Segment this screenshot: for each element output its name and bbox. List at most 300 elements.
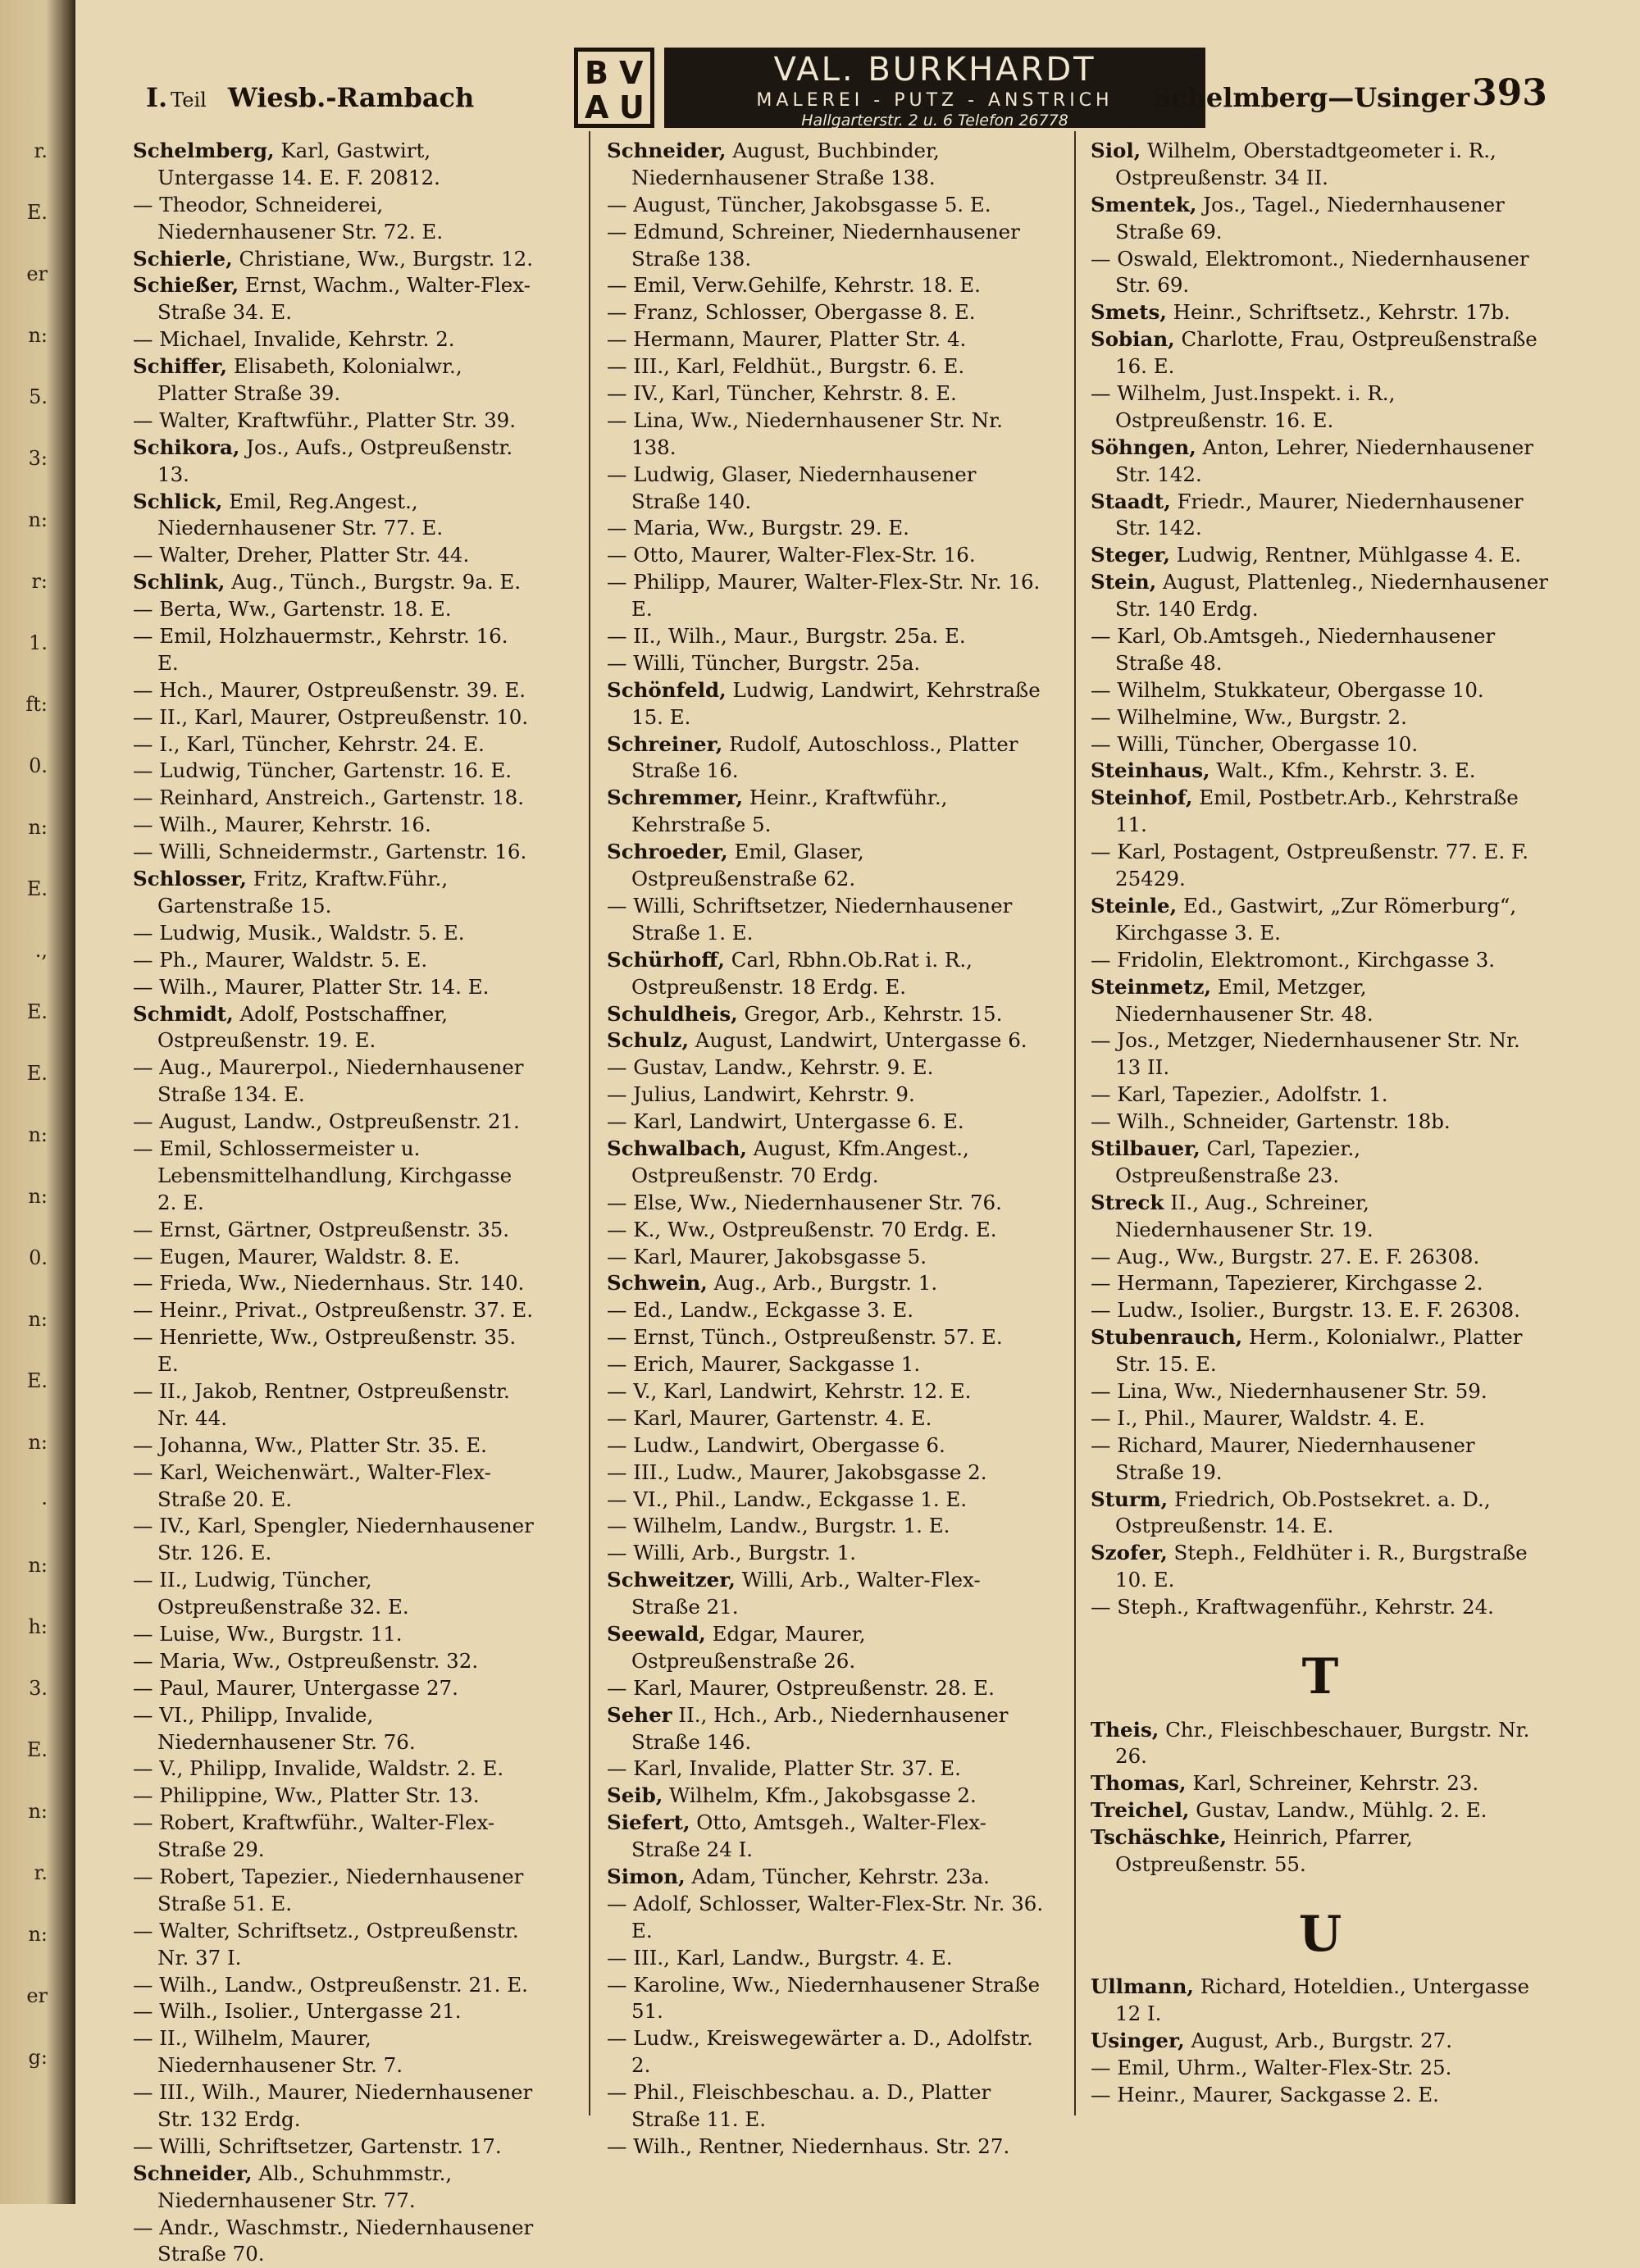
directory-entry [607,1217,1046,1244]
directory-entry [1091,435,1550,489]
entry-details: Elisabeth, Kolonialwr., Platter Straße 39. [157,354,462,406]
page-header [131,48,1547,130]
entry-details: — IV., Karl, Spengler, Niedernhausener Str. 126. E. [133,1514,534,1565]
entry-surname: Steger, [1091,543,1170,567]
entry-surname: Streck [1091,1190,1164,1214]
directory-entry [1091,947,1550,974]
entry-details: — III., Ludw., Maurer, Jakobsgasse 2. [607,1460,987,1484]
section-letter-t: T [1301,1647,1339,1706]
directory-entry [1091,1717,1550,1771]
entry-details: Adolf, Postschaffner, Ostpreußenstr. 19. E. [157,1001,449,1053]
directory-entry [1091,2055,1550,2082]
directory-entry [1091,326,1550,380]
entry-surname: Simon, [607,1865,686,1888]
edge-fragment: n: [28,816,48,839]
directory-entry [133,2215,535,2268]
entry-details: — II., Ludwig, Tüncher, Ostpreußenstraße 32. E. [133,1568,409,1619]
entry-details: — Wilhelm, Just.Inspekt. i. R., Ostpreußenstr. 16. E. [1091,381,1396,432]
entry-surname: Schlink, [133,570,226,594]
entry-details: Herm., Kolonialwr., Platter Str. 15. E. [1115,1325,1523,1377]
entry-surname: Schießer, [133,273,239,298]
column-3 [1091,138,1550,2109]
entry-surname: Schulz, [607,1028,689,1053]
part-number: I. [146,82,168,113]
entry-surname: Schlosser, [133,867,247,891]
directory-entry [1091,569,1550,623]
directory-entry [1091,489,1550,543]
directory-entry [607,650,1046,677]
entry-details: — Otto, Maurer, Walter-Flex-Str. 16. [607,543,976,567]
entry-surname: Schreiner, [607,731,723,756]
entry-details: — Andr., Waschmstr., Niedernhausener Straße 70. [133,2215,534,2266]
entry-details: Anton, Lehrer, Niedernhausener Str. 142. [1115,435,1533,486]
directory-entry [133,1998,535,2025]
directory-entry [133,1621,535,1648]
directory-entry [1091,138,1550,192]
entry-details: — Robert, Kraftwführ., Walter-Flex-Straße 29. [133,1810,495,1862]
directory-entry [1091,380,1550,435]
edge-fragment: r: [31,570,48,593]
entry-details: — Hermann, Tapezierer, Kirchgasse 2. [1091,1271,1483,1296]
section-u-entries [1091,1974,1550,2108]
directory-entry [133,677,535,704]
entry-surname: Usinger, [1091,2029,1185,2053]
entry-details: — Ludwig, Glaser, Niedernhausener Straße 140. [607,462,977,513]
entry-details: — K., Ww., Ostpreußenstr. 70 Erdg. E. [607,1217,997,1241]
header-left [146,82,474,113]
entry-details: — Franz, Schlosser, Obergasse 8. E. [607,300,976,325]
directory-entry [607,677,1046,731]
directory-entry [607,893,1046,947]
directory-entry [607,272,1046,299]
entry-details: Adam, Tüncher, Kehrstr. 23a. [691,1865,990,1888]
entry-details: — Willi, Arb., Burgstr. 1. [607,1541,856,1565]
directory-entry [133,1054,535,1109]
directory-entry [1091,1432,1550,1487]
entry-details: Karl, Gastwirt, Untergasse 14. E. F. 20812. [157,139,440,189]
directory-entry [133,1648,535,1675]
directory-entry [133,2025,535,2079]
directory-entry [1091,1244,1550,1271]
entry-details: — Maria, Ww., Ostpreußenstr. 32. [133,1648,479,1673]
directory-entry [607,1432,1046,1460]
entry-details: — Frieda, Ww., Niedernhaus. Str. 140. [133,1271,525,1296]
directory-entry [1091,542,1550,569]
entry-details: August, Kfm.Angest., Ostpreußenstr. 70 Erdg. [631,1136,969,1187]
directory-entry [607,1891,1046,1945]
entry-details: — Karl, Maurer, Gartenstr. 4. E. [607,1405,932,1430]
directory-entry [607,1082,1046,1109]
entry-details: — Else, Ww., Niedernhausener Str. 76. [607,1190,1002,1214]
entry-details: — Ludw., Isolier., Burgstr. 13. E. F. 26308. [1091,1298,1520,1323]
entry-surname: Schneider, [607,139,727,162]
entry-details: Christiane, Ww., Burgstr. 12. [239,246,534,271]
entry-details: Karl, Schreiner, Kehrstr. 23. [1192,1771,1479,1796]
directory-entry [133,1378,535,1432]
edge-fragment: 1. [29,631,48,654]
directory-entry [133,1460,535,1514]
entry-details: — Reinhard, Anstreich., Gartenstr. 18. [133,786,524,810]
entry-details: — IV., Karl, Tüncher, Kehrstr. 8. E. [607,381,957,406]
directory-entry [607,569,1046,623]
edge-fragment: 3: [28,447,48,470]
directory-entry [607,1027,1046,1054]
directory-entry [607,192,1046,219]
directory-entry [133,704,535,731]
entry-details: — III., Karl, Landw., Burgstr. 4. E. [607,1945,953,1970]
directory-entry [607,1945,1046,1972]
entry-details: August, Buchbinder, Niedernhausener Straße 138. [631,139,940,189]
logo-letter: V [619,55,644,91]
entry-surname: Smentek, [1091,192,1197,216]
directory-entry [133,623,535,677]
entry-details: — Julius, Landwirt, Kehrstr. 9. [607,1082,915,1107]
edge-fragment: E. [26,1000,48,1023]
directory-entry [133,1136,535,1217]
entry-surname: Schiffer, [133,354,228,379]
entry-surname: Steinhof, [1091,786,1193,810]
directory-entry [607,731,1046,786]
directory-entry [133,758,535,785]
entry-details: — Eugen, Maurer, Waldstr. 8. E. [133,1244,460,1268]
directory-entry [607,219,1046,273]
directory-entry [607,515,1046,542]
entry-details: — VI., Phil., Landw., Eckgasse 1. E. [607,1487,968,1511]
directory-entry [133,542,535,569]
entry-details: — Wilh., Maurer, Kehrstr. 16. [133,813,431,837]
directory-entry [607,1190,1046,1217]
entry-details: — Lina, Ww., Niedernhausener Str. 59. [1091,1378,1487,1403]
directory-entry [607,1756,1046,1783]
edge-fragment: ft: [25,693,48,716]
directory-entry [133,2079,535,2134]
entry-details: Ernst, Wachm., Walter-Flex-Straße 34. E. [157,273,531,325]
directory-entry [133,1513,535,1567]
entry-details: Carl, Rbhn.Ob.Rat i. R., Ostpreußenstr. 18 Erdg. E. [631,947,973,999]
edge-fragment: g: [28,2046,48,2069]
entry-details: — Richard, Maurer, Niedernhausener Straße 19. [1091,1432,1475,1484]
place-heading: Wiesb.-Rambach [227,82,475,113]
entry-details: — V., Philipp, Invalide, Waldstr. 2. E. [133,1756,504,1781]
entry-details: — Karl, Invalide, Platter Str. 37. E. [607,1756,961,1781]
entry-surname: Steinle, [1091,893,1178,918]
entry-details: — Hch., Maurer, Ostpreußenstr. 39. E. [133,677,526,702]
entry-surname: Schneider, [133,2161,253,2185]
entry-surname: Stilbauer, [1091,1136,1200,1160]
entry-surname: Schelmberg, [133,139,275,162]
directory-entry [607,1540,1046,1567]
entry-details: — Karl, Ob.Amtsgeh., Niedernhausener Straße 48. [1091,624,1496,675]
entry-details: Ludwig, Rentner, Mühlgasse 4. E. [1176,543,1522,567]
entry-details: — Karl, Tapezier., Adolfstr. 1. [1091,1082,1388,1107]
directory-entry [1091,785,1550,839]
directory-entry [607,408,1046,462]
entry-details: — II., Karl, Maurer, Ostpreußenstr. 10. [133,704,529,729]
edge-fragment: E. [26,877,48,900]
directory-entry [607,2025,1046,2079]
entry-details: — Emil, Uhrm., Walter-Flex-Str. 25. [1091,2056,1452,2080]
directory-entry [133,569,535,596]
directory-entry [133,1918,535,1972]
entry-details: — Wilhelm, Stukkateur, Obergasse 10. [1091,677,1484,702]
directory-entry [607,1675,1046,1702]
entry-surname: Seewald, [607,1621,706,1646]
entry-surname: Thomas, [1091,1771,1187,1796]
directory-entry [133,246,535,273]
edge-fragment: ., [34,939,48,962]
edge-fragment: E. [26,201,48,224]
entry-surname: Treichel, [1091,1798,1190,1823]
entry-details: — Willi, Tüncher, Obergasse 10. [1091,731,1419,756]
directory-entry [607,1270,1046,1297]
directory-entry [133,1810,535,1864]
entry-details: — Erich, Maurer, Sackgasse 1. [607,1352,921,1377]
directory-entry [1091,299,1550,326]
directory-entry [133,138,535,192]
directory-entry [133,1270,535,1297]
entry-details: Alb., Schuhmmstr., Niedernhausener Str. 77. [157,2161,453,2212]
edge-fragment: n: [28,1185,48,1208]
directory-entry [607,1567,1046,1621]
entry-details: — Philipp, Maurer, Walter-Flex-Str. Nr. 16. E. [607,570,1041,622]
entry-details: — Karl, Maurer, Jakobsgasse 5. [607,1244,927,1268]
entry-details: — Willi, Schriftsetzer, Niedernhausener Straße 1. E. [607,893,1013,945]
entry-details: Rudolf, Autoschloss., Platter Straße 16. [631,731,1018,783]
directory-entry [607,1513,1046,1540]
entry-surname: Siefert, [607,1810,690,1835]
directory-entry [133,1217,535,1244]
directory-entry [607,1405,1046,1432]
edge-fragment: er [26,262,48,285]
entry-details: — Ludwig, Tüncher, Gartenstr. 16. E. [133,758,512,783]
entry-details: — Ludw., Landwirt, Obergasse 6. [607,1432,945,1457]
directory-entry [133,596,535,623]
entry-details: — Wilh., Landw., Ostpreußenstr. 21. E. [133,1972,528,1997]
entry-details: — III., Karl, Feldhüt., Burgstr. 6. E. [607,354,965,379]
entry-details: — Lina, Ww., Niedernhausener Str. Nr. 138. [607,408,1003,459]
directory-entry [1091,1594,1550,1621]
entry-details: Emil, Glaser, Ostpreußenstraße 62. [631,840,864,891]
directory-entry [133,1324,535,1378]
edge-fragment: 3. [29,1677,48,1700]
entry-details: — Karoline, Ww., Niedernhausener Straße 51. [607,1972,1041,2024]
directory-entry [1091,758,1550,785]
entry-details: — I., Karl, Tüncher, Kehrstr. 24. E. [133,731,485,756]
entry-details: — Ernst, Gärtner, Ostpreußenstr. 35. [133,1217,510,1241]
entry-details: Willi, Arb., Walter-Flex-Straße 21. [631,1568,981,1619]
edge-fragment: n: [28,1923,48,1946]
entry-details: Emil, Postbetr.Arb., Kehrstraße 11. [1115,786,1519,837]
directory-entry [1091,192,1550,246]
directory-entry [607,353,1046,380]
entry-details: Friedrich, Ob.Postsekret. a. D., Ostpreußenstr. 14. E. [1115,1487,1491,1538]
entry-details: — Karl, Maurer, Ostpreußenstr. 28. E. [607,1675,995,1700]
entry-details: Charlotte, Frau, Ostpreußenstraße 16. E. [1115,327,1538,379]
directory-entry [133,839,535,866]
directory-entry [133,1109,535,1136]
directory-entry [133,1702,535,1756]
entry-details: — Maria, Ww., Burgstr. 29. E. [607,516,909,540]
entry-surname: Siol, [1091,139,1141,162]
directory-entry [607,2134,1046,2161]
edge-fragment: n: [28,1800,48,1823]
entry-details: — II., Wilh., Maur., Burgstr. 25a. E. [607,624,966,649]
directory-entry [607,1324,1046,1351]
entry-details: — Walter, Dreher, Platter Str. 44. [133,543,470,567]
directory-entry [607,623,1046,650]
entry-surname: Söhngen, [1091,435,1196,459]
entry-details: — Heinr., Privat., Ostpreußenstr. 37. E. [133,1298,534,1323]
entry-details: — Willi, Schriftsetzer, Gartenstr. 17. [133,2134,502,2158]
entry-details: Gustav, Landw., Mühlg. 2. E. [1196,1798,1487,1823]
entry-details: Otto, Amtsgeh., Walter-Flex-Straße 24 I. [631,1810,986,1862]
entry-surname: Schlick, [133,489,223,513]
directory-entry [1091,1190,1550,1244]
logo-letter: B [585,55,608,91]
entry-details: — Jos., Metzger, Niedernhausener Str. Nr. 13 II. [1091,1028,1520,1080]
directory-entry [1091,731,1550,758]
directory-entry [607,462,1046,516]
entry-details: — Walter, Kraftwführ., Platter Str. 39. [133,408,517,432]
directory-entry [133,272,535,326]
entry-details: — August, Landw., Ostpreußenstr. 21. [133,1109,520,1134]
entry-details: — Wilhelmine, Ww., Burgstr. 2. [1091,704,1407,729]
entry-surname: Ullmann, [1091,1974,1194,1999]
logo-letter: A [585,89,609,125]
directory-entry [607,1487,1046,1514]
entry-details: — August, Tüncher, Jakobsgasse 5. E. [607,192,991,216]
directory-entry [607,542,1046,569]
directory-entry [133,1297,535,1324]
entry-details: Friedr., Maurer, Niedernhausener Str. 142. [1115,489,1524,540]
entry-surname: Schuldheis, [607,1001,738,1026]
entry-surname: Sturm, [1091,1487,1168,1511]
directory-entry [607,1864,1046,1891]
entry-details: — Edmund, Schreiner, Niedernhausener Straße 138. [607,219,1020,271]
entry-surname: Staadt, [1091,489,1171,513]
directory-entry [1091,1378,1550,1405]
entry-surname: Tschäschke, [1091,1825,1227,1850]
directory-entry [1091,246,1550,300]
directory-entry [133,408,535,435]
directory-entry [607,839,1046,893]
entry-details: August, Arb., Burgstr. 27. [1191,2029,1452,2053]
directory-entry [133,192,535,246]
header-range: Schelmberg—Usinger [1152,82,1470,113]
directory-entry [607,1136,1046,1190]
directory-entry [1091,2082,1550,2109]
entry-details: — Adolf, Schlosser, Walter-Flex-Str. Nr. 36. E. [607,1891,1044,1942]
column-3-entries [1091,138,1550,1621]
entry-details: Richard, Hoteldien., Untergasse 12 I. [1115,1974,1529,2026]
directory-entry [133,1432,535,1460]
advert-logo [574,48,654,128]
directory-entry [133,2134,535,2161]
directory-entry [607,1460,1046,1487]
logo-letter: U [619,89,645,125]
edge-fragment: n: [28,1554,48,1577]
entry-details: Chr., Fleischbeschauer, Burgstr. Nr. 26. [1115,1717,1530,1769]
entry-details: — Ernst, Tünch., Ostpreußenstr. 57. E. [607,1325,1003,1350]
directory-entry [607,785,1046,839]
entry-details: August, Landwirt, Untergasse 6. [695,1028,1027,1053]
entry-details: — Wilhelm, Landw., Burgstr. 1. E. [607,1514,950,1538]
entry-details: — Ph., Maurer, Waldstr. 5. E. [133,947,428,972]
entry-details: Heinr., Kraftwführ., Kehrstraße 5. [631,786,948,837]
advert-address: Hallgarterstr. 2 u. 6 Telefon 26778 [801,112,1068,130]
entry-surname: Seib, [607,1783,663,1808]
part-label: Teil [171,89,207,112]
entry-details: Wilhelm, Kfm., Jakobsgasse 2. [669,1783,977,1808]
directory-entry [607,1054,1046,1082]
directory-entry [607,2079,1046,2134]
directory-entry [1091,1027,1550,1082]
directory-entry [133,2161,535,2215]
directory-entry [1091,839,1550,893]
directory-entry [1091,623,1550,677]
directory-entry [1091,1082,1550,1109]
entry-details: — Phil., Fleischbeschau. a. D., Platter Straße 11. E. [607,2080,991,2132]
entry-details: — III., Wilh., Maurer, Niedernhausener Str. 132 Erdg. [133,2080,533,2132]
entry-details: — Aug., Ww., Burgstr. 27. E. F. 26308. [1091,1244,1480,1268]
directory-entry [607,326,1046,353]
entry-details: — Emil, Holzhauermstr., Kehrstr. 16. E. [133,624,508,675]
directory-entry [133,920,535,947]
entry-details: — Aug., Maurerpol., Niedernhausener Straße 134. E. [133,1055,524,1107]
entry-details: — Hermann, Maurer, Platter Str. 4. [607,327,967,352]
directory-entry [133,785,535,812]
column-divider [589,131,590,2115]
entry-details: Emil, Metzger, Niedernhausener Str. 48. [1115,974,1374,1026]
edge-fragment: 0. [29,754,48,777]
edge-fragment: E. [26,1369,48,1392]
entry-details: II., Aug., Schreiner, Niedernhausener Str. 19. [1115,1190,1374,1241]
entry-details: — Johanna, Ww., Platter Str. 35. E. [133,1432,487,1457]
entry-details: — Henriette, Ww., Ostpreußenstr. 35. E. [133,1325,517,1377]
directory-entry [133,1783,535,1810]
entry-details: Aug., Tünch., Burgstr. 9a. E. [231,570,522,594]
directory-entry [1091,1487,1550,1541]
entry-details: — Emil, Schlossermeister u. Lebensmittelhandlung, Kirchgasse 2. E. [133,1136,512,1214]
directory-entry [133,353,535,408]
entry-details: — Wilh., Schneider, Gartenstr. 18b. [1091,1109,1451,1134]
entry-details: — Berta, Ww., Gartenstr. 18. E. [133,597,452,622]
entry-details: — Theodor, Schneiderei, Niedernhausener Str. 72. E. [133,192,444,244]
directory-entry [133,1001,535,1055]
entry-surname: Schikora, [133,435,240,459]
directory-entry [607,1378,1046,1405]
entry-details: II., Hch., Arb., Niedernhausener Straße 146. [631,1702,1009,1754]
entry-details: — Wilh., Rentner, Niedernhaus. Str. 27. [607,2134,1010,2158]
entry-surname: Schroeder, [607,840,728,864]
edge-fragment: r. [34,139,48,162]
directory-entry [607,947,1046,1001]
entry-details: Aug., Arb., Burgstr. 1. [713,1271,938,1296]
entry-details: — Ed., Landw., Eckgasse 3. E. [607,1298,913,1323]
entry-details: — Walter, Schriftsetz., Ostpreußenstr. Nr. 37 I. [133,1918,519,1970]
directory-entry [1091,1770,1550,1797]
edge-fragment: n: [28,1308,48,1331]
entry-details: Emil, Reg.Angest., Niedernhausener Str. 77. E. [157,489,444,540]
edge-fragment: E. [26,1738,48,1761]
edge-fragment: n: [28,324,48,347]
directory-entry [1091,2028,1550,2055]
directory-entry [133,1756,535,1783]
edge-fragment: n: [28,1431,48,1454]
entry-details: — Robert, Tapezier., Niedernhausener Straße 51. E. [133,1865,524,1915]
entry-details: — Ludwig, Musik., Waldstr. 5. E. [133,920,465,945]
entry-surname: Stubenrauch, [1091,1325,1243,1350]
